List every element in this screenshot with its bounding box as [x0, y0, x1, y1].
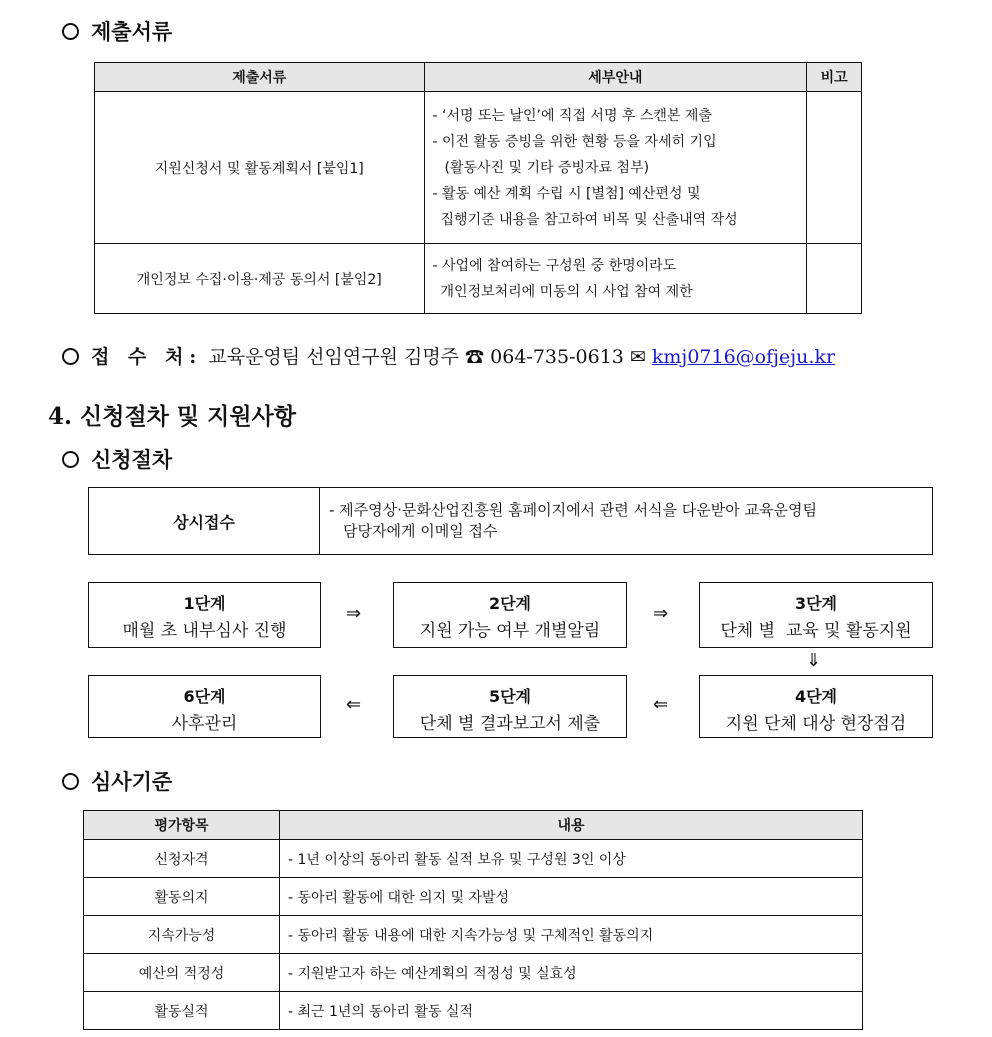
contact-label: 접 수 처:: [91, 346, 203, 368]
table-row: [95, 244, 862, 314]
step-2-box: 2단계 지원 가능 여부 개별알림: [393, 582, 627, 648]
table-row: [84, 878, 863, 916]
criteria-item: 신청자격: [84, 840, 280, 878]
always-open-desc: - 제주영상·문화산업진흥원 홈페이지에서 관련 서식을 다운받아 교육운영팀 담당자에게 이메일 접수: [329, 501, 817, 540]
documents-heading: 제출서류: [62, 16, 172, 46]
table-row: [84, 840, 863, 878]
contact-department: 교육운영팀 선임연구원 김명주: [208, 346, 460, 368]
table-row: [84, 954, 863, 992]
email-icon: ✉: [629, 346, 646, 368]
step-4-box: 4단계 지원 단체 대상 현장점검: [699, 675, 933, 738]
arrow-left-icon: ⇐: [653, 694, 669, 715]
document-name: 개인정보 수집·이용·제공 동의서 [붙임2]: [95, 244, 425, 314]
criteria-table: [83, 810, 863, 1030]
circle-bullet-icon: [62, 773, 79, 790]
always-open-box: [88, 487, 933, 555]
criteria-item: 활동실적: [84, 992, 280, 1030]
table-row: [84, 916, 863, 954]
circle-bullet-icon: [62, 348, 79, 365]
criteria-heading: 심사기준: [62, 766, 172, 796]
document-details: - 사업에 참여하는 구성원 중 한명이라도 개인정보처리에 미동의 시 사업 참여 제한: [424, 244, 807, 314]
table-row: [84, 992, 863, 1030]
criteria-content: - 최근 1년의 동아리 활동 실적: [280, 992, 863, 1030]
arrow-right-icon: ⇒: [346, 603, 362, 624]
criteria-content: - 동아리 활동에 대한 의지 및 자발성: [280, 878, 863, 916]
criteria-item: 활동의지: [84, 878, 280, 916]
arrow-right-icon: ⇒: [653, 603, 669, 624]
document-name: 지원신청서 및 활동계획서 [붙임1]: [95, 92, 425, 244]
circle-bullet-icon: [62, 23, 79, 40]
document-details: - ‘서명 또는 날인’에 직접 서명 후 스캔본 제출 - 이전 활동 증빙을 위한 현황 등을 자세히 기입 (활동사진 및 기타 증빙자료 첨부) - 활동 예산 계획 수립 시 [별첨] 예산편성 및 집행기준 내용을 참고하여 비목 및 산출내역 작성: [424, 92, 807, 244]
phone-icon: ☎: [465, 346, 485, 368]
header-criteria-content: 내용: [280, 811, 863, 840]
section4-heading: 4. 신청절차 및 지원사항: [48, 403, 296, 430]
contact-email-link[interactable]: kmj0716@ofjeju.kr: [651, 346, 836, 368]
contact-line: [62, 342, 835, 369]
step-3-box: 3단계 단체 별 교육 및 활동지원: [699, 582, 933, 648]
header-documents: 제출서류: [95, 63, 425, 92]
step-5-box: 5단계 단체 별 결과보고서 제출: [393, 675, 627, 738]
circle-bullet-icon: [62, 451, 79, 468]
step-6-box: 6단계 사후관리: [88, 675, 321, 738]
step-1-box: 1단계 매월 초 내부심사 진행: [88, 582, 321, 648]
criteria-content: - 1년 이상의 동아리 활동 실적 보유 및 구성원 3인 이상: [280, 840, 863, 878]
document-note: [807, 92, 862, 244]
arrow-down-icon: ⇓: [806, 650, 822, 671]
table-row: [95, 92, 862, 244]
document-note: [807, 244, 862, 314]
header-details: 세부안내: [424, 63, 807, 92]
criteria-content: - 동아리 활동 내용에 대한 지속가능성 및 구체적인 활동의지: [280, 916, 863, 954]
criteria-content: - 지원받고자 하는 예산계획의 적정성 및 실효성: [280, 954, 863, 992]
header-criteria-item: 평가항목: [84, 811, 280, 840]
header-note: 비고: [807, 63, 862, 92]
criteria-item: 예산의 적정성: [84, 954, 280, 992]
contact-phone: 064-735-0613: [490, 346, 624, 368]
arrow-left-icon: ⇐: [346, 694, 362, 715]
procedure-heading: 신청절차: [62, 444, 172, 474]
documents-table: [94, 62, 862, 314]
always-open-title: 상시접수: [89, 488, 320, 554]
criteria-item: 지속가능성: [84, 916, 280, 954]
